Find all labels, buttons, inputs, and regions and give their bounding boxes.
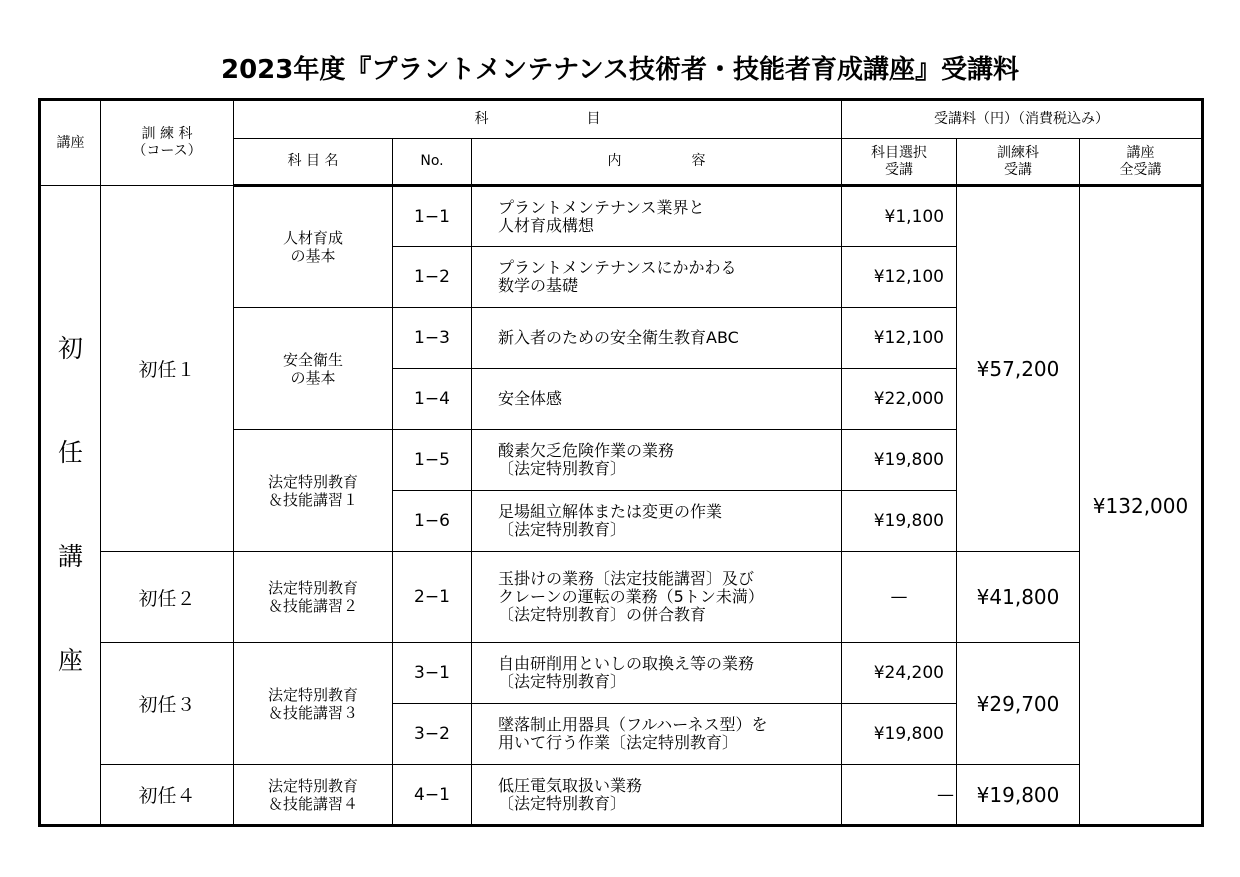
course-category [40, 186, 101, 826]
subject-content: 新入者のための安全衛生教育ABC [472, 308, 842, 369]
training-fee: ¥41,800 [957, 552, 1080, 643]
training-fee: ¥57,200 [957, 186, 1080, 552]
subject-fee: ¥19,800 [842, 491, 957, 552]
header-content: 内 容 [472, 139, 842, 186]
subject-content: 安全体感 [472, 369, 842, 430]
subject-fee: ¥19,800 [842, 430, 957, 491]
subject-no: 1−6 [393, 491, 472, 552]
page-title: 2023年度『プラントメンテナンス技術者・技能者育成講座』受講料 [220, 55, 1020, 85]
table-row [40, 186, 1203, 247]
header-fee-subject: 科目選択 受講 [842, 139, 957, 186]
header-row-top [40, 100, 1203, 139]
subject-no: 3−1 [393, 643, 472, 704]
training-name: 初任４ [101, 765, 234, 826]
subject-fee: ¥1,100 [842, 186, 957, 247]
training-fee: ¥19,800 [957, 765, 1080, 826]
subject-content: 玉掛けの業務〔法定技能講習〕及び クレーンの運転の業務（5トン未満） 〔法定特別教育〕の併合教育 [472, 552, 842, 643]
subject-name: 人材育成 の基本 [234, 186, 393, 308]
table-row [40, 765, 1203, 826]
header-fee-group: 受講料（円）（消費税込み） [842, 100, 1203, 139]
subject-no: 1−4 [393, 369, 472, 430]
subject-no: 4−1 [393, 765, 472, 826]
header-no: No. [393, 139, 472, 186]
subject-content: 足場組立解体または変更の作業 〔法定特別教育〕 [472, 491, 842, 552]
subject-no: 3−2 [393, 704, 472, 765]
training-name: 初任２ [101, 552, 234, 643]
subject-fee: ¥12,100 [842, 308, 957, 369]
training-fee: ¥29,700 [957, 643, 1080, 765]
fee-table [38, 98, 1204, 827]
subject-content: 墜落制止用器具（フルハーネス型）を 用いて行う作業〔法定特別教育〕 [472, 704, 842, 765]
subject-no: 1−5 [393, 430, 472, 491]
subject-no: 1−3 [393, 308, 472, 369]
subject-fee: — [842, 552, 957, 643]
subject-content: 酸素欠乏危険作業の業務 〔法定特別教育〕 [472, 430, 842, 491]
course-category-char: 講 [57, 542, 83, 571]
course-category-char: 任 [57, 438, 83, 467]
table-row [40, 552, 1203, 643]
training-name: 初任１ [101, 186, 234, 552]
header-subject-name: 科 目 名 [234, 139, 393, 186]
subject-content: 低圧電気取扱い業務 〔法定特別教育〕 [472, 765, 842, 826]
subject-no: 1−2 [393, 247, 472, 308]
course-total-fee: ¥132,000 [1080, 186, 1203, 826]
subject-content: 自由研削用といしの取換え等の業務 〔法定特別教育〕 [472, 643, 842, 704]
subject-fee: ¥19,800 [842, 704, 957, 765]
subject-content: プラントメンテナンス業界と 人材育成構想 [472, 186, 842, 247]
course-category-char: 初 [57, 334, 83, 363]
subject-content: プラントメンテナンスにかかわる 数学の基礎 [472, 247, 842, 308]
course-category-char: 座 [57, 646, 83, 675]
subject-fee: — [842, 765, 957, 826]
header-fee-training: 訓練科 受講 [957, 139, 1080, 186]
subject-name: 法定特別教育 ＆技能講習３ [234, 643, 393, 765]
header-course: 講座 [40, 100, 101, 186]
subject-no: 1−1 [393, 186, 472, 247]
training-name: 初任３ [101, 643, 234, 765]
subject-name: 法定特別教育 ＆技能講習２ [234, 552, 393, 643]
subject-name: 法定特別教育 ＆技能講習１ [234, 430, 393, 552]
subject-fee: ¥12,100 [842, 247, 957, 308]
subject-no: 2−1 [393, 552, 472, 643]
table-row [40, 643, 1203, 704]
subject-fee: ¥22,000 [842, 369, 957, 430]
subject-fee: ¥24,200 [842, 643, 957, 704]
subject-name: 安全衛生 の基本 [234, 308, 393, 430]
header-subject-group: 科 目 [234, 100, 842, 139]
header-training: 訓 練 科 （コース） [101, 100, 234, 186]
header-fee-all: 講座 全受講 [1080, 139, 1203, 186]
subject-name: 法定特別教育 ＆技能講習４ [234, 765, 393, 826]
